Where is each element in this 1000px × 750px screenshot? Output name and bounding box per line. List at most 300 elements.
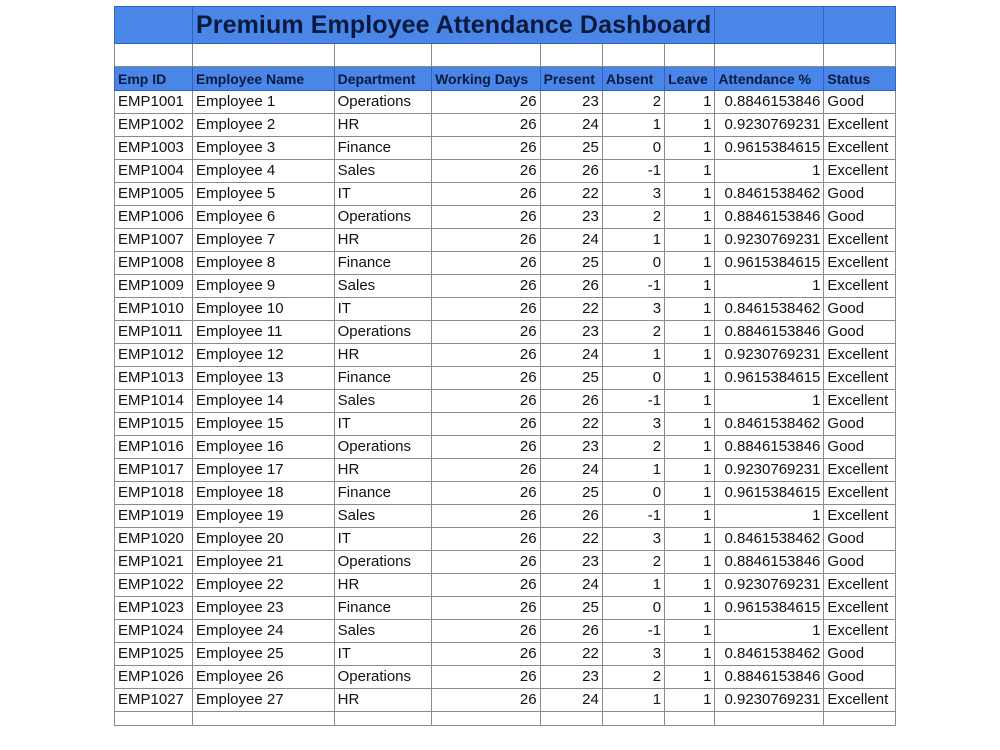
header-absent[interactable]: Absent [602,67,664,91]
status-cell[interactable]: Good [824,551,896,574]
employee-name-cell[interactable]: Employee 6 [193,206,335,229]
attendance-pct-cell[interactable]: 0.9230769231 [715,344,824,367]
table-row [115,551,896,574]
employee-name-cell[interactable]: Employee 9 [193,275,335,298]
status-cell[interactable]: Excellent [824,620,896,643]
empty-cell[interactable] [432,44,540,67]
employee-name-cell[interactable]: Employee 10 [193,298,335,321]
employee-name-cell[interactable]: Employee 20 [193,528,335,551]
employee-name-cell[interactable]: Employee 4 [193,160,335,183]
status-cell[interactable]: Excellent [824,482,896,505]
status-cell[interactable]: Excellent [824,229,896,252]
attendance-pct-cell[interactable]: 0.8846153846 [715,206,824,229]
department-cell[interactable]: Finance [334,367,431,390]
status-cell[interactable]: Excellent [824,505,896,528]
working-days-cell[interactable]: 26 [432,114,540,137]
absent-cell[interactable]: 0 [602,597,664,620]
emp-id-cell[interactable]: EMP1022 [115,574,193,597]
working-days-cell[interactable]: 26 [432,206,540,229]
present-cell[interactable]: 22 [540,183,602,206]
department-cell[interactable]: HR [334,229,431,252]
employee-name-cell[interactable]: Employee 22 [193,574,335,597]
emp-id-cell[interactable]: EMP1002 [115,114,193,137]
working-days-cell[interactable]: 26 [432,597,540,620]
working-days-cell[interactable]: 26 [432,252,540,275]
leave-cell[interactable]: 1 [665,574,715,597]
empty-cell[interactable] [115,712,193,726]
empty-cell[interactable] [715,44,824,67]
leave-cell[interactable]: 1 [665,666,715,689]
header-attendance-pct[interactable]: Attendance % [715,67,824,91]
header-employee-name[interactable]: Employee Name [193,67,335,91]
status-cell[interactable]: Excellent [824,344,896,367]
department-cell[interactable]: Operations [334,666,431,689]
working-days-cell[interactable]: 26 [432,620,540,643]
working-days-cell[interactable]: 26 [432,91,540,114]
absent-cell[interactable]: -1 [602,275,664,298]
attendance-pct-cell[interactable]: 1 [715,390,824,413]
leave-cell[interactable]: 1 [665,413,715,436]
table-row [115,137,896,160]
present-cell[interactable]: 24 [540,114,602,137]
emp-id-cell[interactable]: EMP1017 [115,459,193,482]
working-days-cell[interactable]: 26 [432,413,540,436]
absent-cell[interactable]: -1 [602,160,664,183]
status-cell[interactable]: Good [824,413,896,436]
present-cell[interactable]: 22 [540,413,602,436]
sheet-body [115,7,896,726]
employee-name-cell[interactable]: Employee 12 [193,344,335,367]
present-cell[interactable]: 23 [540,666,602,689]
leave-cell[interactable]: 1 [665,91,715,114]
status-cell[interactable]: Excellent [824,689,896,712]
attendance-pct-cell[interactable]: 0.8846153846 [715,436,824,459]
empty-cell[interactable] [602,44,664,67]
employee-name-cell[interactable]: Employee 27 [193,689,335,712]
attendance-pct-cell[interactable]: 0.9615384615 [715,252,824,275]
attendance-pct-cell[interactable]: 1 [715,620,824,643]
status-cell[interactable]: Excellent [824,390,896,413]
emp-id-cell[interactable]: EMP1016 [115,436,193,459]
emp-id-cell[interactable]: EMP1008 [115,252,193,275]
emp-id-cell[interactable]: EMP1024 [115,620,193,643]
status-cell[interactable]: Good [824,528,896,551]
present-cell[interactable]: 23 [540,321,602,344]
absent-cell[interactable]: 2 [602,91,664,114]
attendance-pct-cell[interactable]: 0.8461538462 [715,643,824,666]
working-days-cell[interactable]: 26 [432,551,540,574]
column-header-row [115,67,896,91]
leave-cell[interactable]: 1 [665,367,715,390]
attendance-pct-cell[interactable]: 0.8846153846 [715,321,824,344]
present-cell[interactable]: 22 [540,643,602,666]
attendance-pct-cell[interactable]: 1 [715,160,824,183]
status-cell[interactable]: Excellent [824,137,896,160]
employee-name-cell[interactable]: Employee 11 [193,321,335,344]
status-cell[interactable]: Good [824,206,896,229]
department-cell[interactable]: Operations [334,321,431,344]
leave-cell[interactable]: 1 [665,206,715,229]
department-cell[interactable]: Sales [334,505,431,528]
header-department[interactable]: Department [334,67,431,91]
header-present[interactable]: Present [540,67,602,91]
emp-id-cell[interactable]: EMP1009 [115,275,193,298]
working-days-cell[interactable]: 26 [432,666,540,689]
absent-cell[interactable]: 1 [602,114,664,137]
absent-cell[interactable]: 1 [602,229,664,252]
emp-id-cell[interactable]: EMP1023 [115,597,193,620]
absent-cell[interactable]: 0 [602,252,664,275]
emp-id-cell[interactable]: EMP1010 [115,298,193,321]
leave-cell[interactable]: 1 [665,620,715,643]
department-cell[interactable]: Sales [334,160,431,183]
table-row [115,620,896,643]
present-cell[interactable]: 23 [540,551,602,574]
working-days-cell[interactable]: 26 [432,574,540,597]
emp-id-cell[interactable]: EMP1015 [115,413,193,436]
attendance-pct-cell[interactable]: 0.9230769231 [715,574,824,597]
department-cell[interactable]: Sales [334,275,431,298]
absent-cell[interactable]: 2 [602,206,664,229]
working-days-cell[interactable]: 26 [432,505,540,528]
empty-cell[interactable] [715,712,824,726]
empty-cell[interactable] [665,44,715,67]
table-row [115,298,896,321]
working-days-cell[interactable]: 26 [432,137,540,160]
attendance-pct-cell[interactable]: 0.9230769231 [715,229,824,252]
attendance-pct-cell[interactable]: 0.9230769231 [715,689,824,712]
department-cell[interactable]: IT [334,298,431,321]
leave-cell[interactable]: 1 [665,275,715,298]
present-cell[interactable]: 26 [540,620,602,643]
table-row [115,183,896,206]
department-cell[interactable]: Sales [334,390,431,413]
header-leave[interactable]: Leave [665,67,715,91]
department-cell[interactable]: HR [334,689,431,712]
table-row [115,160,896,183]
emp-id-cell[interactable]: EMP1007 [115,229,193,252]
attendance-pct-cell[interactable]: 0.9615384615 [715,597,824,620]
attendance-pct-cell[interactable]: 0.8846153846 [715,551,824,574]
working-days-cell[interactable]: 26 [432,183,540,206]
department-cell[interactable]: HR [334,114,431,137]
table-row-partial [115,712,896,726]
working-days-cell[interactable]: 26 [432,482,540,505]
attendance-pct-cell[interactable]: 0.8461538462 [715,183,824,206]
table-row [115,482,896,505]
attendance-pct-cell[interactable]: 0.8846153846 [715,666,824,689]
employee-name-cell[interactable]: Employee 24 [193,620,335,643]
empty-cell[interactable] [115,44,193,67]
working-days-cell[interactable]: 26 [432,367,540,390]
present-cell[interactable]: 25 [540,597,602,620]
status-cell[interactable]: Good [824,91,896,114]
absent-cell[interactable]: -1 [602,620,664,643]
working-days-cell[interactable]: 26 [432,689,540,712]
employee-name-cell[interactable]: Employee 18 [193,482,335,505]
table-row [115,252,896,275]
present-cell[interactable]: 24 [540,574,602,597]
leave-cell[interactable]: 1 [665,597,715,620]
working-days-cell[interactable]: 26 [432,459,540,482]
table-row [115,597,896,620]
employee-name-cell[interactable]: Employee 16 [193,436,335,459]
leave-cell[interactable]: 1 [665,505,715,528]
attendance-sheet [114,6,896,726]
present-cell[interactable]: 22 [540,528,602,551]
empty-cell[interactable] [824,44,896,67]
title-blank-cell[interactable] [115,7,193,44]
attendance-pct-cell[interactable]: 0.8461538462 [715,528,824,551]
present-cell[interactable]: 25 [540,482,602,505]
attendance-pct-cell[interactable]: 1 [715,505,824,528]
absent-cell[interactable]: 1 [602,689,664,712]
department-cell[interactable]: Finance [334,597,431,620]
title-row [115,7,896,44]
leave-cell[interactable]: 1 [665,321,715,344]
table-row [115,505,896,528]
emp-id-cell[interactable]: EMP1020 [115,528,193,551]
absent-cell[interactable]: 3 [602,643,664,666]
dashboard-title[interactable]: Premium Employee Attendance Dashboard [193,7,715,44]
department-cell[interactable]: Operations [334,206,431,229]
status-cell[interactable]: Excellent [824,597,896,620]
department-cell[interactable]: Finance [334,137,431,160]
employee-name-cell[interactable]: Employee 23 [193,597,335,620]
present-cell[interactable]: 24 [540,229,602,252]
empty-cell[interactable] [334,712,431,726]
status-cell[interactable]: Good [824,666,896,689]
attendance-pct-cell[interactable]: 0.9230769231 [715,459,824,482]
attendance-pct-cell[interactable]: 0.9230769231 [715,114,824,137]
leave-cell[interactable]: 1 [665,298,715,321]
working-days-cell[interactable]: 26 [432,528,540,551]
table-row [115,666,896,689]
header-status[interactable]: Status [824,67,896,91]
present-cell[interactable]: 26 [540,160,602,183]
status-cell[interactable]: Excellent [824,574,896,597]
leave-cell[interactable]: 1 [665,252,715,275]
leave-cell[interactable]: 1 [665,344,715,367]
table-row [115,114,896,137]
department-cell[interactable]: Sales [334,620,431,643]
leave-cell[interactable]: 1 [665,114,715,137]
employee-name-cell[interactable]: Employee 19 [193,505,335,528]
working-days-cell[interactable]: 26 [432,436,540,459]
working-days-cell[interactable]: 26 [432,643,540,666]
employee-name-cell[interactable]: Employee 8 [193,252,335,275]
employee-name-cell[interactable]: Employee 17 [193,459,335,482]
empty-cell[interactable] [432,712,540,726]
absent-cell[interactable]: 3 [602,298,664,321]
employee-name-cell[interactable]: Employee 2 [193,114,335,137]
department-cell[interactable]: Operations [334,436,431,459]
absent-cell[interactable]: -1 [602,505,664,528]
table-row [115,321,896,344]
leave-cell[interactable]: 1 [665,390,715,413]
status-cell[interactable]: Good [824,298,896,321]
status-cell[interactable]: Excellent [824,114,896,137]
employee-name-cell[interactable]: Employee 13 [193,367,335,390]
empty-cell[interactable] [540,44,602,67]
working-days-cell[interactable]: 26 [432,229,540,252]
emp-id-cell[interactable]: EMP1006 [115,206,193,229]
attendance-pct-cell[interactable]: 0.9615384615 [715,482,824,505]
department-cell[interactable]: Finance [334,482,431,505]
emp-id-cell[interactable]: EMP1004 [115,160,193,183]
status-cell[interactable]: Excellent [824,252,896,275]
leave-cell[interactable]: 1 [665,137,715,160]
department-cell[interactable]: HR [334,574,431,597]
leave-cell[interactable]: 1 [665,643,715,666]
status-cell[interactable]: Good [824,183,896,206]
employee-name-cell[interactable]: Employee 25 [193,643,335,666]
absent-cell[interactable]: 3 [602,528,664,551]
empty-cell[interactable] [824,712,896,726]
emp-id-cell[interactable]: EMP1011 [115,321,193,344]
status-cell[interactable]: Excellent [824,367,896,390]
table-row [115,459,896,482]
table-row [115,390,896,413]
absent-cell[interactable]: -1 [602,390,664,413]
absent-cell[interactable]: 0 [602,482,664,505]
emp-id-cell[interactable]: EMP1027 [115,689,193,712]
working-days-cell[interactable]: 26 [432,160,540,183]
department-cell[interactable]: Operations [334,91,431,114]
attendance-pct-cell[interactable]: 0.8461538462 [715,413,824,436]
department-cell[interactable]: Finance [334,252,431,275]
absent-cell[interactable]: 1 [602,459,664,482]
empty-cell[interactable] [665,712,715,726]
empty-cell[interactable] [193,44,335,67]
emp-id-cell[interactable]: EMP1001 [115,91,193,114]
emp-id-cell[interactable]: EMP1012 [115,344,193,367]
title-blank-cell[interactable] [824,7,896,44]
present-cell[interactable]: 25 [540,367,602,390]
empty-cell[interactable] [602,712,664,726]
table-row [115,275,896,298]
empty-cell[interactable] [193,712,335,726]
present-cell[interactable]: 24 [540,689,602,712]
department-cell[interactable]: Operations [334,551,431,574]
employee-name-cell[interactable]: Employee 21 [193,551,335,574]
employee-name-cell[interactable]: Employee 14 [193,390,335,413]
status-cell[interactable]: Excellent [824,275,896,298]
status-cell[interactable]: Good [824,436,896,459]
employee-name-cell[interactable]: Employee 3 [193,137,335,160]
attendance-pct-cell[interactable]: 0.9615384615 [715,367,824,390]
employee-name-cell[interactable]: Employee 26 [193,666,335,689]
attendance-pct-cell[interactable]: 0.9615384615 [715,137,824,160]
empty-cell[interactable] [334,44,431,67]
absent-cell[interactable]: 3 [602,183,664,206]
attendance-pct-cell[interactable]: 0.8846153846 [715,91,824,114]
absent-cell[interactable]: 0 [602,367,664,390]
emp-id-cell[interactable]: EMP1021 [115,551,193,574]
table-row [115,91,896,114]
emp-id-cell[interactable]: EMP1013 [115,367,193,390]
present-cell[interactable]: 23 [540,206,602,229]
employee-name-cell[interactable]: Employee 7 [193,229,335,252]
department-cell[interactable]: IT [334,643,431,666]
emp-id-cell[interactable]: EMP1005 [115,183,193,206]
emp-id-cell[interactable]: EMP1018 [115,482,193,505]
title-blank-cell[interactable] [715,7,824,44]
attendance-pct-cell[interactable]: 1 [715,275,824,298]
absent-cell[interactable]: 2 [602,551,664,574]
attendance-pct-cell[interactable]: 0.8461538462 [715,298,824,321]
present-cell[interactable]: 24 [540,344,602,367]
absent-cell[interactable]: 0 [602,137,664,160]
leave-cell[interactable]: 1 [665,229,715,252]
employee-name-cell[interactable]: Employee 5 [193,183,335,206]
leave-cell[interactable]: 1 [665,183,715,206]
emp-id-cell[interactable]: EMP1026 [115,666,193,689]
working-days-cell[interactable]: 26 [432,321,540,344]
emp-id-cell[interactable]: EMP1019 [115,505,193,528]
leave-cell[interactable]: 1 [665,160,715,183]
present-cell[interactable]: 25 [540,137,602,160]
working-days-cell[interactable]: 26 [432,298,540,321]
leave-cell[interactable]: 1 [665,459,715,482]
header-working-days[interactable]: Working Days [432,67,540,91]
status-cell[interactable]: Excellent [824,459,896,482]
present-cell[interactable]: 26 [540,505,602,528]
working-days-cell[interactable]: 26 [432,344,540,367]
present-cell[interactable]: 23 [540,436,602,459]
leave-cell[interactable]: 1 [665,528,715,551]
absent-cell[interactable]: 1 [602,344,664,367]
leave-cell[interactable]: 1 [665,551,715,574]
table-row [115,229,896,252]
department-cell[interactable]: IT [334,413,431,436]
working-days-cell[interactable]: 26 [432,390,540,413]
absent-cell[interactable]: 3 [602,413,664,436]
present-cell[interactable]: 23 [540,91,602,114]
table-row [115,344,896,367]
leave-cell[interactable]: 1 [665,689,715,712]
present-cell[interactable]: 22 [540,298,602,321]
status-cell[interactable]: Excellent [824,160,896,183]
status-cell[interactable]: Good [824,643,896,666]
present-cell[interactable]: 26 [540,390,602,413]
absent-cell[interactable]: 2 [602,321,664,344]
absent-cell[interactable]: 1 [602,574,664,597]
employee-name-cell[interactable]: Employee 15 [193,413,335,436]
header-emp-id[interactable]: Emp ID [115,67,193,91]
emp-id-cell[interactable]: EMP1003 [115,137,193,160]
leave-cell[interactable]: 1 [665,482,715,505]
employee-name-cell[interactable]: Employee 1 [193,91,335,114]
department-cell[interactable]: HR [334,344,431,367]
status-cell[interactable]: Good [824,321,896,344]
present-cell[interactable]: 26 [540,275,602,298]
leave-cell[interactable]: 1 [665,436,715,459]
department-cell[interactable]: HR [334,459,431,482]
department-cell[interactable]: IT [334,183,431,206]
absent-cell[interactable]: 2 [602,666,664,689]
department-cell[interactable]: IT [334,528,431,551]
working-days-cell[interactable]: 26 [432,275,540,298]
present-cell[interactable]: 24 [540,459,602,482]
table-row [115,367,896,390]
emp-id-cell[interactable]: EMP1025 [115,643,193,666]
table-row [115,574,896,597]
empty-cell[interactable] [540,712,602,726]
absent-cell[interactable]: 2 [602,436,664,459]
emp-id-cell[interactable]: EMP1014 [115,390,193,413]
present-cell[interactable]: 25 [540,252,602,275]
